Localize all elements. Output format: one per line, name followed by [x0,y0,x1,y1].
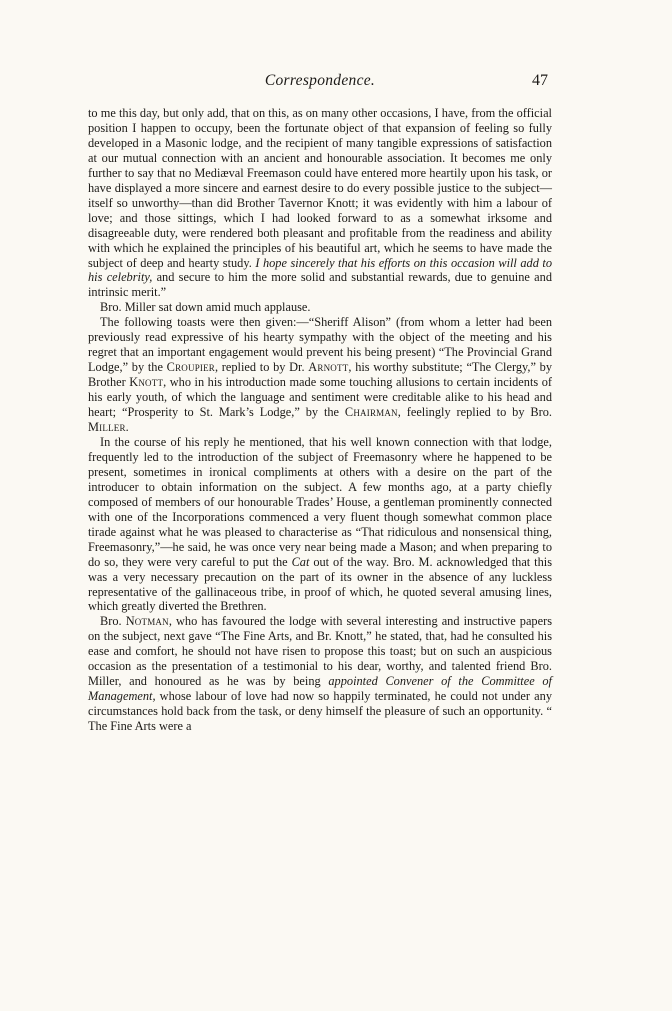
italic-text: I hope sincerely that his efforts on this occasion will add to his celebrity, [88,255,553,285]
text-run: out of the way. Bro. M. acknowledged that this was a very necessary precaution on the part of its owner in the absence of any luckless representative of the gallinaceous tribe, in proof of which, he quoted several amusing lines, which greatly diverted the Brethren. [88,554,552,614]
page-header [88,72,552,96]
small-caps-name: Knott [129,375,164,390]
page-number: 47 [532,72,548,89]
small-caps-name: Notman [125,614,169,629]
paragraph [88,300,552,315]
text-run: In the course of his reply he mentioned, that his well known connection with that lodge, frequently led to the introduction of the subject of Freemasonry where he happened to be present, sometimes in ironical compliments at others with a desire on the part of the introducer to obtain information on the subject. A few months ago, at a party chiefly composed of members of our honourable Trades’ House, a gentleman prominently connected with one of the Incorporations commenced a very fluent though somewhat common place tirade against what he was pleased to characterise as “That ridiculous and nonsensical thing, Freemasonry,”—he said, he was once very near being made a Mason; and when preparing to do so, they were very careful to put the [88,434,552,569]
text-run: , who in his introduction made some touching allusions to certain incidents of his early youth, of which the language and sentiment were creditable alike to his head and heart; “Prosperity to St. Mark’s Lodge,” by the [88,375,552,420]
text-run: , his worthy substitute; “The Clergy,” by Brother [88,360,553,390]
italic-text: Cat [291,554,310,569]
small-caps-name: Croupier [166,360,215,375]
small-caps-name: Chairman [344,405,398,420]
text-run: The following toasts were then given:—“Sheriff Alison” (from whom a letter had been previously read expressive of his hearty sympathy with the object of the meeting and his regret that an important engagement would prevent his being present) “The Provincial Grand Lodge,” by the [88,315,552,375]
text-run: . [125,420,129,435]
paragraph [88,435,552,614]
paragraph [88,614,552,734]
body-text [88,106,552,734]
text-run: , replied to by Dr. [215,360,309,375]
text-run: whose labour of love had now so happily terminated, he could not under any circumstances hold back from the task, or deny himself the pleasure of such an opportunity. “ The Fine Arts were a [88,689,552,734]
text-run: to me this day, but only add, that on this, as on many other occasions, I have, from the official position I happen to occupy, been the fortunate object of that expansion of feeling so fully developed in a Masonic lodge, and the recipient of many tangible expressions of satisfaction at our mutual connection with an ancient and honourable association. It becomes me only further to say that no Mediæval Freemason could have entered more heartily upon his task, or have displayed a more sincere and earnest desire to do every possible justice to the subject—itself so unworthy—than did Brother Tavernor Knott; it was evidently with him a labour of love; and those sittings, which I had looked forward to as a somewhat irksome and disagreeable duty, were rendered both pleasant and profitable from the readiness and ability with which he explained the principles of his beautiful art, which he seems to have made the subject of deep and hearty study. [88,106,552,270]
small-caps-name: Arnott [308,360,349,375]
running-head: Correspondence. [264,72,376,89]
text-run: , who has favoured the lodge with several interesting and instructive papers on the subject, next gave “The Fine Arts, and Br. Knott,” he stated, that, had he consulted his ease and comfort, he should not have risen to propose this toast; but on such an auspicious occasion as the presentation of a testimonial to his dear, worthy, and talented friend Bro. Miller, and honoured as he was by being [88,614,553,689]
text-run: and secure to him the more solid and substantial rewards, due to genuine and intrinsic merit.” [88,270,552,300]
text-run: Bro. [100,614,126,629]
small-caps-name: Miller [88,420,126,435]
paragraph [88,106,552,300]
text-run: Bro. Miller sat down amid much applause. [100,300,311,315]
text-run: , feelingly replied to by Bro. [397,405,552,420]
italic-text: appointed Convener of the Committee of Management, [88,674,552,704]
paragraph [88,315,552,435]
